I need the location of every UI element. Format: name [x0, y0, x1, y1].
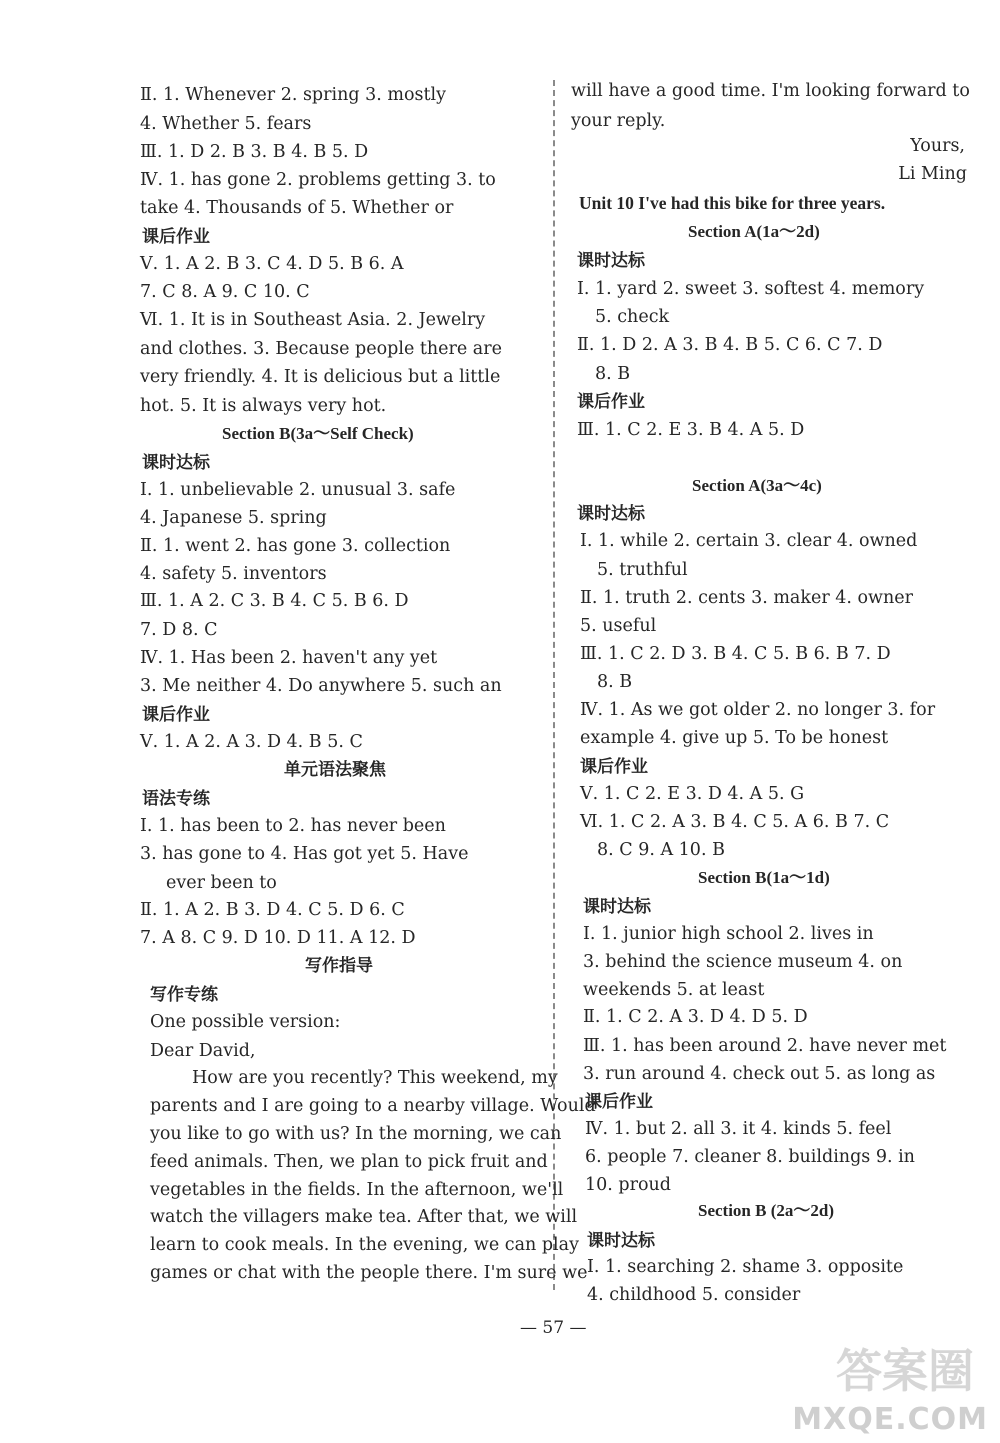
answer-line: 3. run around 4. check out 5. as long as: [583, 1064, 936, 1084]
answer-line: take 4. Thousands of 5. Whether or: [140, 198, 454, 218]
answer-line: 8. B: [595, 364, 631, 384]
subsection-heading: 课时达标: [577, 504, 645, 524]
subsection-heading: 写作专练: [150, 985, 218, 1005]
subsection-heading: 课后作业: [577, 392, 645, 412]
answer-line: Ⅰ. 1. yard 2. sweet 3. softest 4. memory: [577, 279, 925, 299]
answer-line: Ⅲ. 1. C 2. D 3. B 4. C 5. B 6. B 7. D: [580, 644, 891, 664]
letter-line: you like to go with us? In the morning, we can: [150, 1124, 562, 1144]
answer-line: example 4. give up 5. To be honest: [580, 728, 889, 748]
site-watermark: [764, 1337, 994, 1437]
answer-line: Ⅰ. 1. while 2. certain 3. clear 4. owned: [580, 531, 918, 551]
answer-line: 7. A 8. C 9. D 10. D 11. A 12. D: [140, 928, 416, 948]
answer-line: 5. useful: [580, 616, 657, 636]
answer-line: Ⅳ. 1. but 2. all 3. it 4. kinds 5. feel: [585, 1119, 892, 1139]
answer-line: 3. Me neither 4. Do anywhere 5. such an: [140, 676, 502, 696]
answer-line: 4. safety 5. inventors: [140, 564, 327, 584]
letter-line: will have a good time. I'm looking forward to: [571, 81, 970, 101]
answer-line: Ⅰ. 1. unbelievable 2. unusual 3. safe: [140, 480, 456, 500]
answer-line: 4. Japanese 5. spring: [140, 508, 327, 528]
answer-line: Ⅲ. 1. has been around 2. have never met: [583, 1036, 947, 1056]
letter-line: parents and I are going to a nearby village. Would: [150, 1096, 596, 1116]
answer-line: 4. Whether 5. fears: [140, 114, 312, 134]
letter-line: feed animals. Then, we plan to pick fruit and: [150, 1152, 548, 1172]
answer-line: Ⅱ. 1. went 2. has gone 3. collection: [140, 536, 451, 556]
answer-line: Ⅰ. 1. has been to 2. has never been: [140, 816, 446, 836]
answer-line: Ⅴ. 1. C 2. E 3. D 4. A 5. G: [580, 784, 805, 804]
answer-line: Ⅳ. 1. has gone 2. problems getting 3. to: [140, 170, 496, 190]
subsection-heading: 课时达标: [142, 453, 210, 473]
subsection-heading: 课后作业: [580, 757, 648, 777]
section-heading: 单元语法聚焦: [284, 760, 386, 780]
subsection-heading: 语法专练: [142, 789, 210, 809]
answer-line: Ⅵ. 1. It is in Southeast Asia. 2. Jewelry: [140, 310, 486, 330]
subsection-heading: 课时达标: [583, 897, 651, 917]
answer-line: 8. B: [597, 672, 633, 692]
answer-line: 10. proud: [585, 1175, 671, 1195]
watermark-site-text: MXQE.COM: [792, 1402, 988, 1437]
answer-line: 6. people 7. cleaner 8. buildings 9. in: [585, 1147, 915, 1167]
section-heading: Section B(1a～1d): [698, 868, 830, 887]
answer-line: One possible version:: [150, 1012, 341, 1032]
answer-line: Ⅴ. 1. A 2. B 3. C 4. D 5. B 6. A: [140, 254, 404, 274]
answer-line: 8. C 9. A 10. B: [597, 840, 725, 860]
section-heading: Section A(1a～2d): [688, 222, 820, 241]
answer-line: Ⅵ. 1. C 2. A 3. B 4. C 5. A 6. B 7. C: [580, 812, 890, 832]
answer-line: very friendly. 4. It is delicious but a little: [140, 367, 501, 387]
answer-line: Ⅱ. 1. Whenever 2. spring 3. mostly: [140, 85, 447, 105]
letter-line: your reply.: [571, 111, 666, 131]
answer-line: Ⅲ. 1. A 2. C 3. B 4. C 5. B 6. D: [140, 591, 409, 611]
answer-line: 3. has gone to 4. Has got yet 5. Have: [140, 844, 469, 864]
answer-line: Ⅱ. 1. A 2. B 3. D 4. C 5. D 6. C: [140, 900, 405, 920]
subsection-heading: 课时达标: [587, 1231, 655, 1251]
answer-line: hot. 5. It is always very hot.: [140, 396, 387, 416]
letter-line: watch the villagers make tea. After that, we will: [150, 1207, 578, 1227]
answer-line: Dear David,: [150, 1041, 256, 1061]
answer-line: 3. behind the science museum 4. on: [583, 952, 903, 972]
answer-line: and clothes. 3. Because people there are: [140, 339, 502, 359]
answer-line: Ⅳ. 1. As we got older 2. no longer 3. for: [580, 700, 936, 720]
letter-line: vegetables in the fields. In the afternoon, we'll: [150, 1180, 564, 1200]
answer-line: Ⅲ. 1. D 2. B 3. B 4. B 5. D: [140, 142, 369, 162]
subsection-heading: 课后作业: [585, 1092, 653, 1112]
answer-line: ever been to: [166, 873, 277, 893]
letter-closing: Yours,: [910, 136, 965, 156]
letter-line: learn to cook meals. In the evening, we can play: [150, 1235, 579, 1255]
subsection-heading: 课后作业: [142, 227, 210, 247]
subsection-heading: 课时达标: [577, 251, 645, 271]
answer-line: 4. childhood 5. consider: [587, 1285, 801, 1305]
answer-line: weekends 5. at least: [583, 980, 765, 1000]
answer-line: Ⅱ. 1. C 2. A 3. D 4. D 5. D: [583, 1007, 808, 1027]
section-heading: 写作指导: [305, 956, 373, 976]
unit-title: Unit 10 I've had this bike for three years.: [579, 193, 886, 213]
answer-line: 7. C 8. A 9. C 10. C: [140, 282, 310, 302]
letter-line: games or chat with the people there. I'm sure we: [150, 1263, 588, 1283]
answer-line: Ⅰ. 1. searching 2. shame 3. opposite: [587, 1257, 904, 1277]
section-heading: Section B (2a～2d): [698, 1201, 834, 1220]
letter-signature: Li Ming: [898, 164, 967, 184]
page-number: — 57 —: [520, 1318, 587, 1338]
subsection-heading: 课后作业: [142, 705, 210, 725]
letter-line: How are you recently? This weekend, my: [192, 1068, 558, 1088]
answer-line: Ⅱ. 1. truth 2. cents 3. maker 4. owner: [580, 588, 914, 608]
watermark-cn-text: 答案圈: [836, 1344, 974, 1398]
answer-line: 7. D 8. C: [140, 620, 218, 640]
answer-line: 5. truthful: [597, 560, 688, 580]
answer-line: Ⅰ. 1. junior high school 2. lives in: [583, 924, 874, 944]
section-heading: Section A(3a～4c): [692, 476, 822, 495]
answer-line: Ⅴ. 1. A 2. A 3. D 4. B 5. C: [140, 732, 363, 752]
answer-line: Ⅲ. 1. C 2. E 3. B 4. A 5. D: [577, 420, 805, 440]
answer-line: 5. check: [595, 307, 670, 327]
answer-line: Ⅱ. 1. D 2. A 3. B 4. B 5. C 6. C 7. D: [577, 335, 883, 355]
section-heading: Section B(3a～Self Check): [222, 424, 414, 443]
answer-line: Ⅳ. 1. Has been 2. haven't any yet: [140, 648, 438, 668]
